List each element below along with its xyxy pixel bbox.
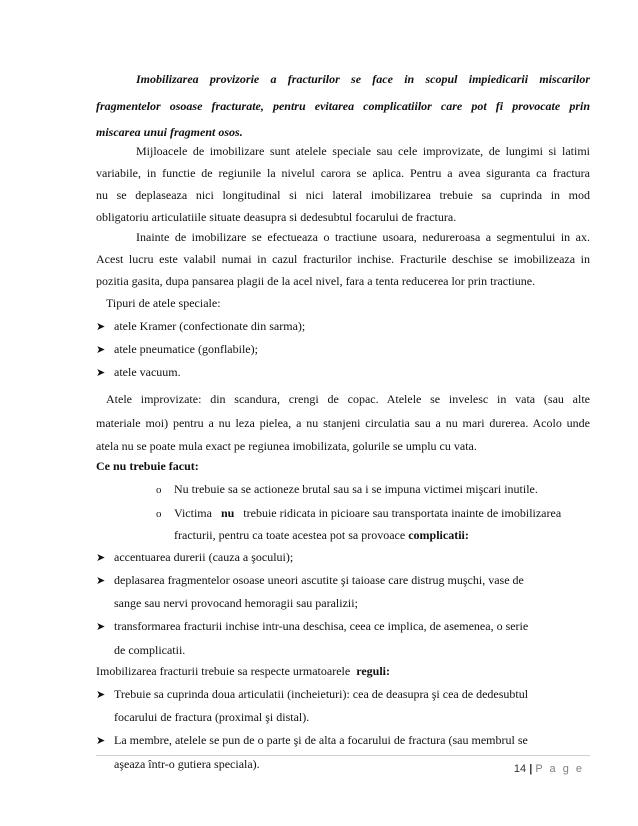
types-list-item-3 <box>96 365 181 380</box>
complication-item-3 <box>96 619 590 634</box>
arrowhead-bullet-icon: ➤ <box>96 735 106 747</box>
complication-item-1 <box>96 550 293 565</box>
arrowhead-bullet-icon: ➤ <box>96 575 106 587</box>
dont-item-2-text-c: trebuie ridicata in picioare sau transportata inainte de imobilizarea <box>243 506 562 520</box>
types-item-2-text: atele pneumatice (gonflabile); <box>114 342 258 356</box>
dont-item-2-line-2 <box>174 528 469 542</box>
rules-intro <box>96 664 390 678</box>
paragraph-1-line-2: fragmentelor osoase fracturate, pentru evitarea complicatiilor care pot fi provocate prin <box>96 99 590 113</box>
paragraph-1-line-1: Imobilizarea provizorie a fracturilor se face in scopul impiedicarii miscarilor <box>136 72 590 86</box>
arrowhead-bullet-icon: ➤ <box>96 344 106 356</box>
rule-item-1 <box>96 687 590 702</box>
dont-item-2-bold-complications: complicatii: <box>408 528 469 542</box>
arrowhead-bullet-icon: ➤ <box>96 367 106 379</box>
complication-3-line-2: de complicatii. <box>114 643 186 657</box>
rule-1-line-1: Trebuie sa cuprinda doua articulatii (incheieturi): cea de deasupra şi cea de dedesubtul <box>114 687 529 701</box>
dont-item-2-text-bold: nu <box>220 506 235 520</box>
rule-2-line-2: aşeaza într-o gutiera speciala). <box>114 757 260 771</box>
types-heading: Tipuri de atele speciale: <box>106 296 221 310</box>
types-item-1-text: atele Kramer (confectionate din sarma); <box>114 319 306 333</box>
paragraph-4-line-1: Atele improvizate: din scandura, crengi de copac. Atelele se invelesc in vata (sau alte <box>106 392 590 406</box>
dont-item-2-line-2-text: fracturii, pentru ca toate acestea pot sa provoace <box>174 528 406 542</box>
rule-1-line-2: focarului de fractura (proximal şi distal). <box>114 710 310 724</box>
complication-item-2 <box>96 573 590 588</box>
paragraph-4-line-2: materiale moi) pentru a nu leza pielea, a nu stanjeni circulatia sau a nu mari durerea. Acolo unde <box>96 416 590 430</box>
page-word: P a g e <box>535 763 584 775</box>
dont-item-2 <box>156 506 590 521</box>
hollow-circle-bullet-icon: o <box>156 508 162 520</box>
rules-bold-label: reguli: <box>356 664 390 678</box>
dont-item-2-text-a: Victima <box>174 506 212 520</box>
complication-2-line-1: deplasarea fragmentelor osoase uneori ascutite şi taioase care distrug muşchi, vase de <box>114 573 524 587</box>
arrowhead-bullet-icon: ➤ <box>96 321 106 333</box>
paragraph-3-line-1: Inainte de imobilizare se efectueaza o tractiune usoara, nedureroasa a segmentului in ax. <box>136 230 590 244</box>
types-item-3-text: atele vacuum. <box>114 365 181 379</box>
types-list-item-2 <box>96 342 258 357</box>
page-footer <box>96 755 590 795</box>
paragraph-2-line-3: nu se deplaseaza nici longitudinal si nici lateral imobilizarea trebuie sa cuprinda in mod <box>96 188 590 202</box>
paragraph-4-line-3: atela nu se poate mula exact pe regiunea imobilizata, golurile se umplu cu vata. <box>96 439 477 453</box>
paragraph-2-line-4: obligatoriu articulatiile situate deasupra si dedesubtul focarului de fractura. <box>96 210 457 224</box>
rule-item-2 <box>96 733 590 748</box>
paragraph-3-line-2: Acest lucru este valabil numai in cazul fracturilor inchise. Fracturile deschise se imobilizeaza in <box>96 252 590 266</box>
paragraph-1-line-3: miscarea unui fragment osos. <box>96 125 243 139</box>
types-list-item-1 <box>96 319 305 334</box>
complication-1-text: accentuarea durerii (cauza a şocului); <box>114 550 294 564</box>
dont-item-1-text: Nu trebuie sa se actioneze brutal sau sa i se impuna victimei mişcari inutile. <box>174 482 538 496</box>
hollow-circle-bullet-icon: o <box>156 484 162 496</box>
complication-2-line-2: sange sau nervi provocand hemoragii sau paralizii; <box>114 596 358 610</box>
dont-item-1 <box>156 482 538 497</box>
dont-heading: Ce nu trebuie facut: <box>96 459 199 473</box>
paragraph-2-line-2: variabile, in functie de regiunile la nivelul carora se aplica. Pentru a avea siguranta ca fractura <box>96 166 590 180</box>
arrowhead-bullet-icon: ➤ <box>96 621 106 633</box>
footer-divider <box>96 755 590 756</box>
footer-page-label <box>514 763 584 775</box>
page-separator: | <box>529 763 533 775</box>
complication-3-line-1: transformarea fracturii inchise intr-una deschisa, ceea ce implica, de asemenea, o serie <box>114 619 529 633</box>
rules-intro-text: Imobilizarea fracturii trebuie sa respecte urmatoarele <box>96 664 351 678</box>
rule-2-line-1: La membre, atelele se pun de o parte şi de alta a focarului de fractura (sau membrul se <box>114 733 528 747</box>
arrowhead-bullet-icon: ➤ <box>96 552 106 564</box>
paragraph-2-line-1: Mijloacele de imobilizare sunt atelele speciale sau cele improvizate, de lungimi si latimi <box>136 144 590 158</box>
arrowhead-bullet-icon: ➤ <box>96 689 106 701</box>
page-number: 14 <box>513 763 527 775</box>
paragraph-3-line-3: pozitia gasita, dupa pansarea plagii de la acel nivel, fara a tenta reducerea lor prin tractiune. <box>96 274 536 288</box>
